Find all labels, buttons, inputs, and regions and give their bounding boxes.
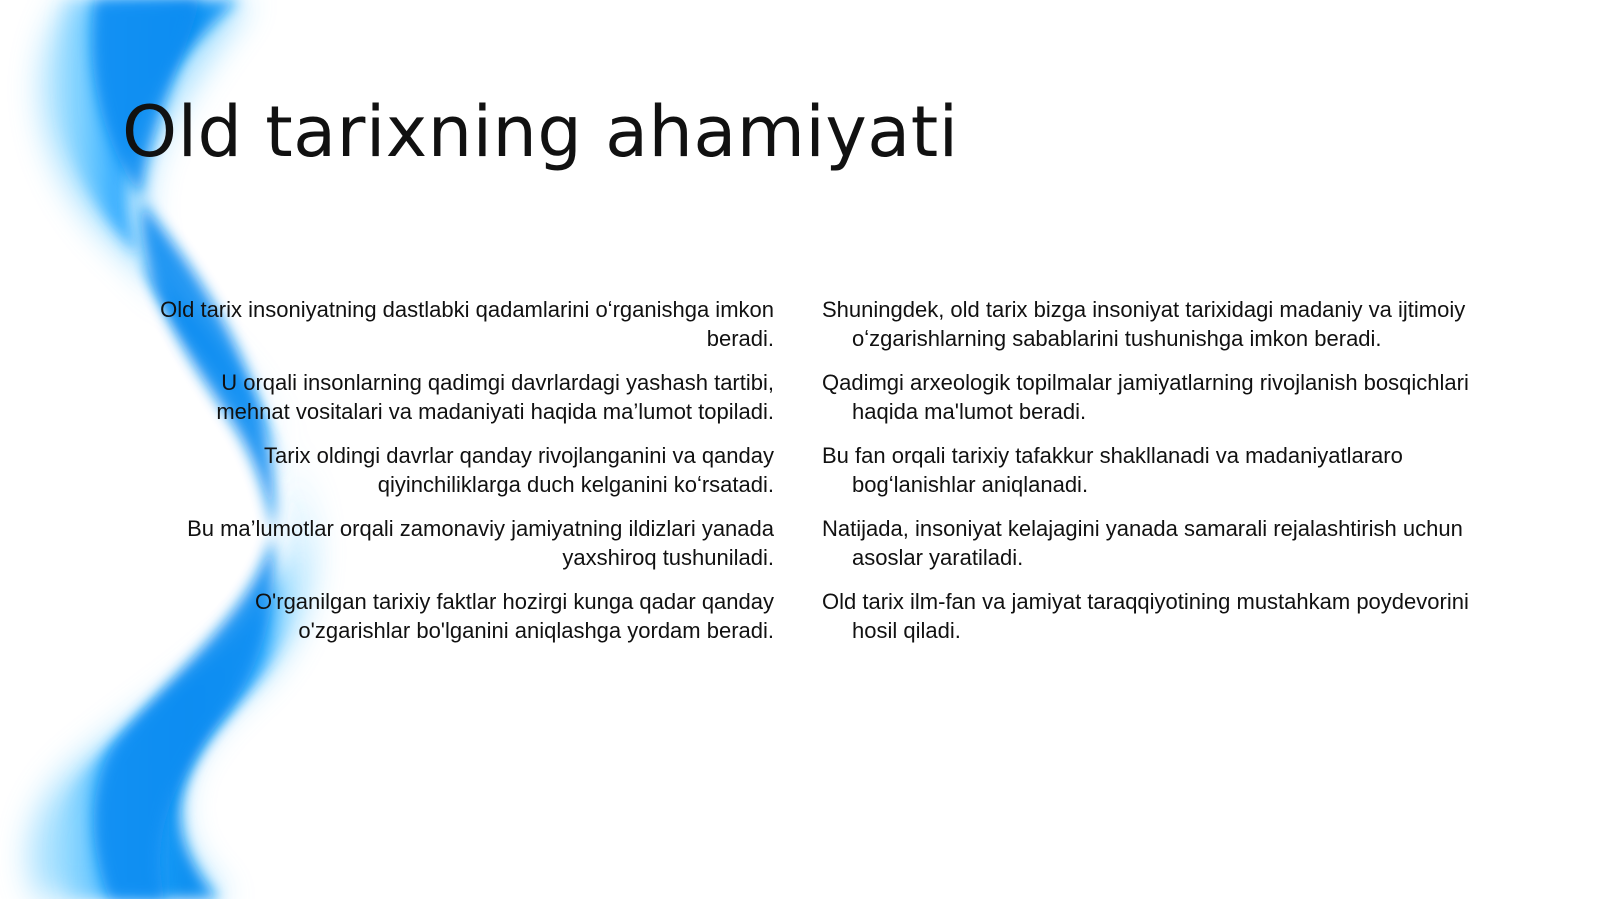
- list-item: Qadimgi arxeologik topilmalar jamiyatlarning rivojlanish bosqichlari haqida ma'lumot beradi.: [822, 370, 1469, 424]
- list-item: Shuningdek, old tarix bizga insoniyat tarixidagi madaniy va ijtimoiy oʻzgarishlarning sabablarini tushunishga imkon beradi.: [822, 297, 1466, 351]
- list-item: Natijada, insoniyat kelajagini yanada samarali rejalashtirish uchun asoslar yaratiladi.: [822, 516, 1463, 570]
- list-item: Old tarix insoniyatning dastlabki qadamlarini oʻrganishga imkon beradi.: [160, 297, 774, 351]
- slide-title: Old tarixning ahamiyati: [122, 91, 959, 173]
- list-item: Bu ma’lumotlar orqali zamonaviy jamiyatning ildizlari yanada yaxshiroq tushuniladi.: [187, 516, 774, 570]
- list-item: O'rganilgan tarixiy faktlar hozirgi kunga qadar qanday o'zgarishlar bo'lganini aniqlashga yordam beradi.: [254, 589, 774, 643]
- left-bullet-list: [150, 296, 774, 661]
- list-item: U orqali insonlarning qadimgi davrlardagi yashash tartibi, mehnat vositalari va madaniyati haqida ma’lumot topiladi.: [216, 370, 774, 424]
- list-item: Bu fan orqali tarixiy tafakkur shakllanadi va madaniyatlararo bogʻlanishlar aniqlanadi.: [822, 443, 1403, 497]
- list-item: Tarix oldingi davrlar qanday rivojlanganini va qanday qiyinchiliklarga duch kelganini koʻrsatadi.: [264, 443, 774, 497]
- list-item: Old tarix ilm-fan va jamiyat taraqqiyotining mustahkam poydevorini hosil qiladi.: [822, 589, 1469, 643]
- right-bullet-list: [822, 296, 1482, 661]
